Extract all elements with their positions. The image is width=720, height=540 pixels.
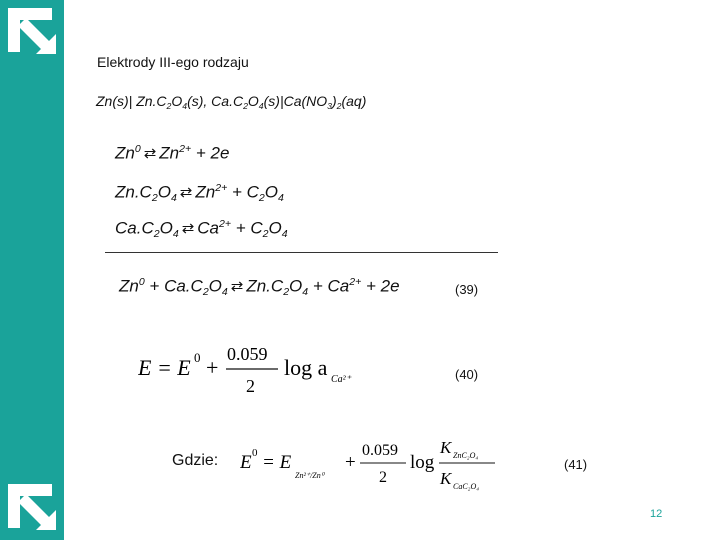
nernst-equation-40 [138,342,398,398]
svg-text:0: 0 [252,447,258,459]
arrow-logo-icon [6,6,58,58]
svg-text:log a: log a [284,355,328,380]
svg-text:CaC₂O₄: CaC₂O₄ [453,482,480,491]
sum-divider-line [105,252,498,253]
svg-text:2: 2 [246,376,255,396]
svg-text:Zn²⁺/Zn⁰: Zn²⁺/Zn⁰ [295,471,324,480]
svg-text:0.059: 0.059 [362,442,398,459]
equilibrium-arrow-icon: ⇄ [143,145,157,163]
gdzie-label: Gdzie: [172,452,219,469]
reaction-zn-oxidation: Zn$^0$ ⇄ $Zn^{2+} + 2e$ [115,143,230,163]
svg-text:+: + [345,452,356,473]
svg-text:K: K [440,469,452,488]
svg-text:= E: = E [262,452,292,473]
equation-number-40: (40) [455,367,479,382]
svg-text:2: 2 [379,469,387,486]
svg-text:+: + [206,355,219,380]
reaction-cac2o4-dissociation: $Ca.C_2O_4$ ⇄ $Ca^{2+} + C_2O_4$ [115,218,288,240]
page-number: 12 [650,508,663,520]
equilibrium-arrow-icon: ⇄ [230,278,244,296]
reaction-overall: $Zn^0 + Ca.C_2O_4$ ⇄ $Zn.C_2O_4 + Ca^{2+} + 2e$ [119,276,400,298]
sidebar-bar [0,0,64,540]
equation-number-39: (39) [455,282,479,297]
svg-text:ZnC₂O₄: ZnC₂O₄ [453,451,479,460]
slide-title: Elektrody III-ego rodzaju [97,54,249,70]
equilibrium-arrow-icon: ⇄ [181,220,195,238]
svg-text:0: 0 [194,350,201,365]
equilibrium-arrow-icon: ⇄ [179,184,193,202]
svg-text:E: E [240,452,252,473]
cell-notation: Zn(s)| $Zn.C_2O_4(s)$, $Ca.C_2O_4(s)|Ca(NO_3)_2(aq)$ [96,93,367,112]
equation-number-41: (41) [564,457,588,472]
svg-text:0.059: 0.059 [227,344,268,364]
svg-text:E = E: E = E [138,355,191,380]
reaction-znc2o4-dissociation: $Zn.C_2O_4$ ⇄ $Zn^{2+} + C_2O_4$ [115,182,284,204]
arrow-logo-icon [6,482,58,534]
svg-text:log: log [410,452,435,473]
svg-text:K: K [440,438,452,457]
svg-text:Ca²⁺: Ca²⁺ [331,374,351,385]
standard-potential-equation-41 [240,436,500,496]
